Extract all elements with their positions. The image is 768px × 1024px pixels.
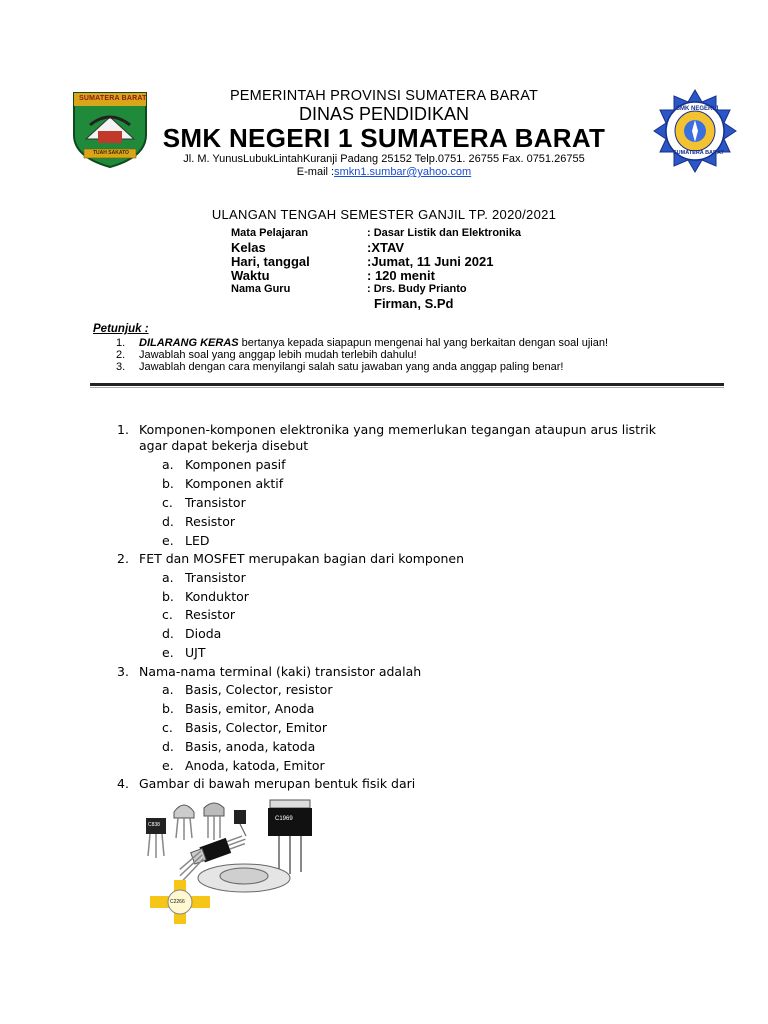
school-address: Jl. M. YunusLubukLintahKuranji Padang 25152 Telp.0751. 26755 Fax. 0751.26755	[183, 153, 585, 165]
option-text: Komponen aktif	[185, 476, 284, 491]
meta-label: Nama Guru	[231, 283, 291, 295]
department-name: DINAS PENDIDIKAN	[298, 104, 470, 124]
school-logo-bottom-text: SUMATERA BARAT	[673, 150, 724, 156]
option-text: LED	[185, 533, 210, 548]
option-letter: e.	[162, 758, 174, 773]
emblem-motto-text: TUAH SAKATO	[93, 150, 129, 156]
school-name: SMK NEGERI 1 SUMATERA BARAT	[162, 123, 606, 153]
instruction-item	[116, 361, 563, 373]
instruction-text: Jawablah dengan cara menyilangi salah satu jawaban yang anda anggap paling benar!	[139, 361, 564, 373]
option-text: Basis, emitor, Anoda	[185, 701, 315, 716]
option-letter: e.	[162, 645, 174, 660]
answer-option[interactable]	[162, 607, 235, 622]
answer-option[interactable]	[162, 570, 246, 585]
option-letter: d.	[162, 739, 174, 754]
meta-label: Waktu	[231, 268, 270, 283]
meta-class	[231, 240, 651, 255]
emblem-top-text: SUMATERA BARAT	[79, 95, 147, 102]
option-letter: c.	[162, 720, 173, 735]
answer-option[interactable]	[162, 514, 235, 529]
answer-option[interactable]	[162, 533, 210, 548]
option-letter: b.	[162, 701, 174, 716]
meta-label: Hari, tanggal	[231, 254, 310, 269]
question-text: Gambar di bawah merupan bentuk fisik dari	[139, 776, 416, 791]
option-text: Basis, Colector, Emitor	[185, 720, 327, 735]
option-text: UJT	[185, 645, 206, 660]
option-letter: a.	[162, 570, 174, 585]
option-text: Komponen pasif	[185, 457, 286, 472]
option-text: Anoda, katoda, Emitor	[185, 758, 325, 773]
option-text: Transistor	[185, 495, 246, 510]
question	[117, 551, 657, 567]
question	[117, 422, 657, 454]
answer-option[interactable]	[162, 457, 285, 472]
option-letter: e.	[162, 533, 174, 548]
option-letter: a.	[162, 682, 174, 697]
option-text: Resistor	[185, 607, 235, 622]
option-letter: c.	[162, 607, 173, 622]
meta-duration	[231, 268, 651, 283]
option-letter: d.	[162, 514, 174, 529]
option-text: Dioda	[185, 626, 222, 641]
question-text: Komponen-komponen elektronika yang memerlukan tegangan ataupun arus listrik agar dapat bekerja disebut	[139, 422, 656, 453]
component-label: C838	[148, 822, 160, 828]
instruction-number: 1.	[116, 337, 126, 349]
answer-option[interactable]	[162, 626, 221, 641]
question-number: 3.	[117, 664, 129, 679]
answer-option[interactable]	[162, 739, 315, 754]
instruction-item	[116, 337, 608, 349]
option-letter: a.	[162, 457, 174, 472]
component-label: C2266	[170, 899, 185, 905]
option-letter: b.	[162, 589, 174, 604]
meta-date	[231, 254, 651, 269]
meta-value: : Drs. Budy Prianto	[367, 283, 467, 295]
exam-title: ULANGAN TENGAH SEMESTER GANJIL TP. 2020/2021	[211, 207, 557, 222]
answer-option[interactable]	[162, 495, 246, 510]
answer-option[interactable]	[162, 758, 325, 773]
divider	[90, 383, 724, 386]
option-text: Transistor	[185, 570, 246, 585]
instructions-title: Petunjuk :	[93, 323, 149, 335]
question	[117, 776, 657, 792]
divider	[90, 387, 724, 388]
email-link[interactable]: smkn1.sumbar@yahoo.com	[334, 166, 472, 178]
question-number: 4.	[117, 776, 129, 791]
transistor-figure	[136, 796, 328, 926]
meta-label: Mata Pelajaran	[231, 227, 309, 239]
option-text: Resistor	[185, 514, 235, 529]
question-number: 1.	[117, 422, 129, 437]
answer-option[interactable]	[162, 589, 249, 604]
meta-value: :XTAV	[367, 240, 405, 255]
instruction-emphasis: DILARANG KERAS	[139, 337, 239, 349]
option-text: Konduktor	[185, 589, 249, 604]
option-letter: c.	[162, 495, 173, 510]
question	[117, 664, 657, 680]
question-text: Nama-nama terminal (kaki) transistor adalah	[139, 664, 422, 679]
government-name: PEMERINTAH PROVINSI SUMATERA BARAT	[229, 88, 539, 104]
answer-option[interactable]	[162, 645, 205, 660]
meta-teacher-2: Firman, S.Pd	[374, 296, 454, 311]
option-text: Basis, anoda, katoda	[185, 739, 316, 754]
meta-value: : 120 menit	[367, 268, 435, 283]
instruction-text: Jawablah soal yang anggap lebih mudah terlebih dahulu!	[139, 349, 417, 361]
question-text: FET dan MOSFET merupakan bagian dari komponen	[139, 551, 465, 566]
email-label: E-mail :	[296, 166, 335, 178]
answer-option[interactable]	[162, 720, 327, 735]
option-letter: b.	[162, 476, 174, 491]
option-text: Basis, Colector, resistor	[185, 682, 333, 697]
option-letter: d.	[162, 626, 174, 641]
school-logo-top-text: SMK NEGERI 1	[676, 106, 720, 112]
instruction-text: bertanya kepada siapapun mengenai hal yang berkaitan dengan soal ujian!	[238, 337, 609, 349]
answer-option[interactable]	[162, 476, 283, 491]
school-email-line	[0, 166, 768, 178]
meta-value: :Jumat, 11 Juni 2021	[367, 254, 494, 269]
instruction-number: 2.	[116, 349, 126, 361]
instruction-item	[116, 349, 417, 361]
instruction-number: 3.	[116, 361, 126, 373]
meta-value: : Dasar Listik dan Elektronika	[367, 227, 522, 239]
component-label: C1969	[275, 816, 293, 822]
question-number: 2.	[117, 551, 129, 566]
meta-label: Kelas	[231, 240, 266, 255]
answer-option[interactable]	[162, 682, 332, 697]
answer-option[interactable]	[162, 701, 314, 716]
